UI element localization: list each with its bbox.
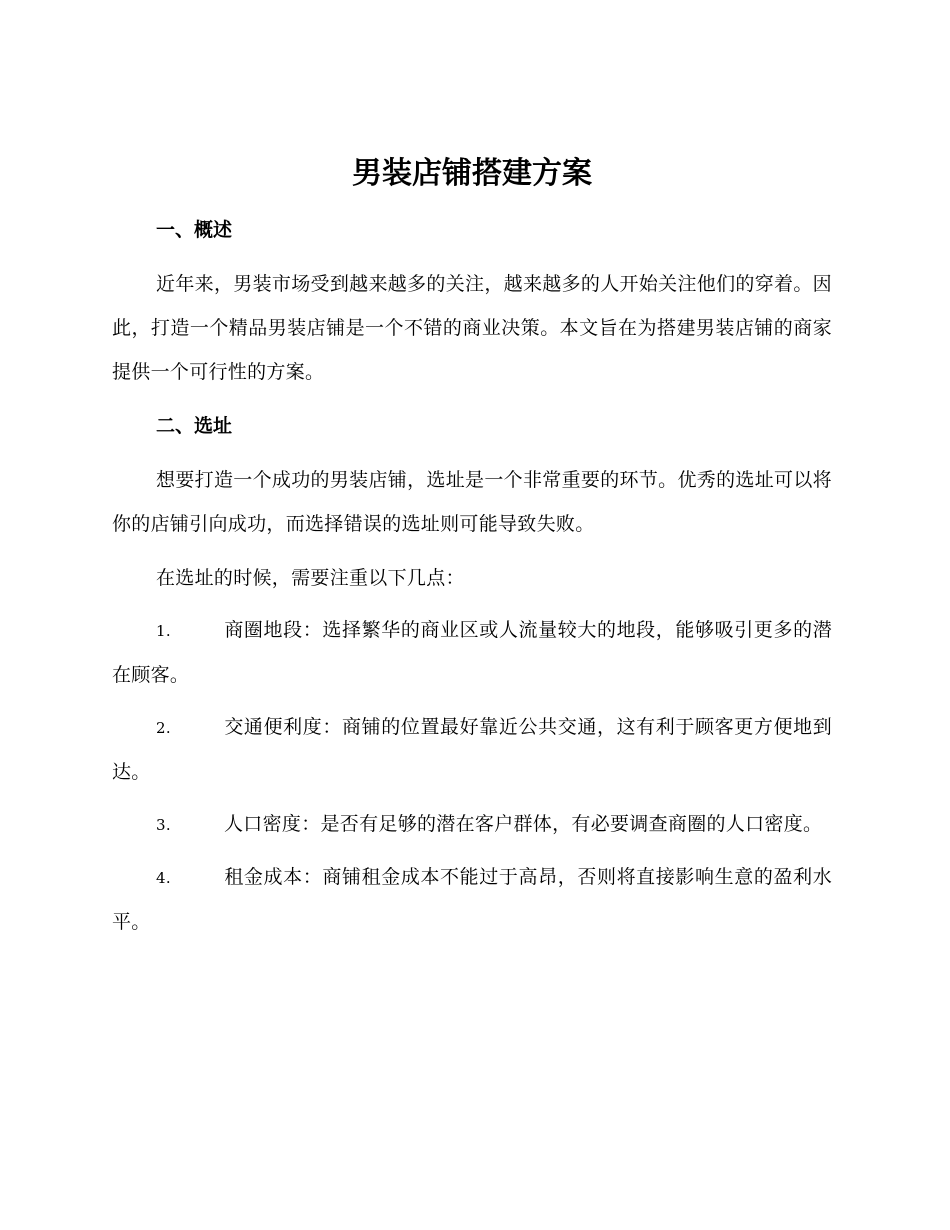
list-item-number: 2.: [156, 719, 171, 737]
section-heading-overview: 一、概述: [156, 219, 233, 241]
location-paragraph-2: 在选址的时候，需要注重以下几点：: [156, 567, 465, 589]
overview-paragraph: 近年来，男装市场受到越来越多的关注，越来越多的人开始关注他们的穿着。因此，打造一个精品男装店铺是一个不错的商业决策。本文旨在为搭建男装店铺的商家提供一个可行性的方案。: [112, 273, 832, 383]
list-item-number: 3.: [156, 816, 171, 834]
list-item-number: 1.: [156, 622, 171, 640]
list-item: [112, 608, 832, 697]
location-paragraph-1: 想要打造一个成功的男装店铺，选址是一个非常重要的环节。优秀的选址可以将你的店铺引向成功，而选择错误的选址则可能导致失败。: [112, 469, 832, 535]
list-item: [112, 855, 832, 944]
list-item-number: 4.: [156, 869, 171, 887]
list-item-text: 租金成本：商铺租金成本不能过于高昂，否则将直接影响生意的盈利水平。: [112, 866, 832, 933]
list-item-text: 交通便利度：商铺的位置最好靠近公共交通，这有利于顾客更方便地到达。: [112, 716, 832, 783]
list-item: [112, 705, 832, 794]
section-heading-location: 二、选址: [156, 415, 233, 437]
list-item-text: 商圈地段：选择繁华的商业区或人流量较大的地段，能够吸引更多的潜在顾客。: [112, 619, 832, 686]
list-item: [112, 802, 832, 847]
list-item-text: 人口密度：是否有足够的潜在客户群体，有必要调查商圈的人口密度。: [224, 813, 823, 835]
document-content: [112, 150, 832, 944]
document-title: 男装店铺搭建方案: [352, 156, 592, 191]
